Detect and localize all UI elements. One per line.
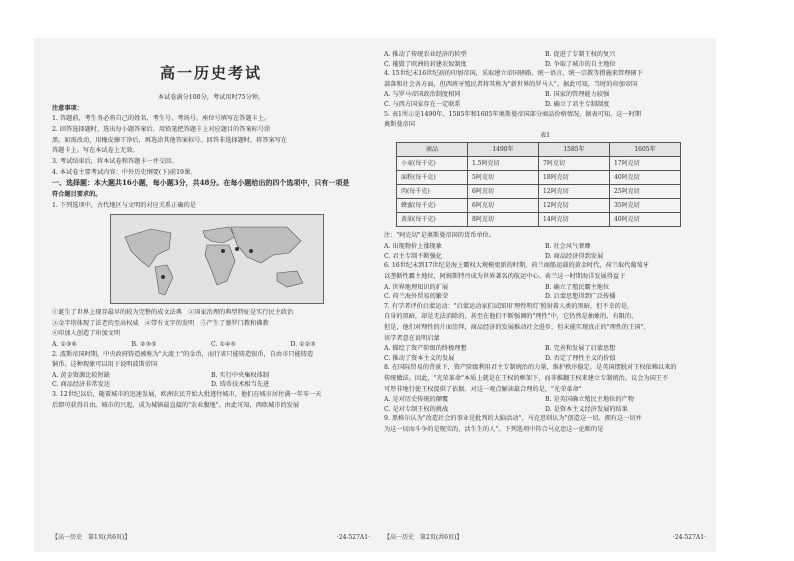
exam-title: 高一历史考试 bbox=[159, 64, 262, 82]
question-8-cont: 可厚非地行使王权提供了依据。对这一观点解读最合理的是，"光荣革命" bbox=[384, 385, 582, 393]
table-cell: 5阿克切 bbox=[468, 171, 539, 185]
option-d: D. 争取了城市的自主地位 bbox=[545, 60, 616, 68]
table-cell: 40阿克切 bbox=[610, 213, 681, 227]
option-c: C. 商品经济非常发达 bbox=[52, 381, 110, 389]
table-cell: 蜂蜜(每千克) bbox=[397, 199, 468, 213]
table-row bbox=[397, 213, 681, 227]
option-a: A. 黄金资源比较短缺 bbox=[52, 371, 110, 379]
option-b: B. ②③⑤ bbox=[131, 341, 157, 349]
question-5-options-row bbox=[384, 252, 706, 262]
table-cell: 25阿克切 bbox=[610, 185, 681, 199]
option-b: B. 完善和发展了启蒙思想 bbox=[545, 345, 616, 353]
page-1-code: ·24-527A1· bbox=[336, 533, 370, 541]
exam-sheet bbox=[34, 38, 716, 552]
table-header-cell: 1605年 bbox=[610, 143, 681, 157]
question-7-cont: 自身的黑暗，却是无法消除的，甚至在他们不断强调的"理性"中，它仍然是抽象的、有限的、 bbox=[384, 313, 638, 321]
notice-line: 1. 答题前，考生务必将自己的姓名、考生号、考场号、座位号填写在答题卡上。 bbox=[52, 115, 271, 123]
section-heading-cont: 符合题目要求的。 bbox=[52, 190, 102, 198]
question-2-cont: 铜币。这种现象可以用于说明波斯帝国 bbox=[52, 361, 158, 369]
option-a: A. 出现物价上涨现象 bbox=[384, 243, 442, 251]
table-header-cell: 1490年 bbox=[468, 143, 539, 157]
question-1-statement: ⑥印加人创造了印加文明 bbox=[52, 330, 121, 338]
notice-line: 3. 考试结束后，将本试卷和答题卡一并交回。 bbox=[52, 157, 178, 165]
question-9: 9. 黑格尔认为"改造社会的事业是批判的大脑活动"，马克思则认为"创造这一切、拥有这一切并 bbox=[384, 415, 642, 423]
option-b: B. 国家的管理能力较强 bbox=[545, 91, 610, 99]
question-4-cont: 部落和社会各方面，但西班牙殖民者将其称为"新世界的罗马人"。据此可知，当时的印加帝国 bbox=[384, 80, 638, 88]
question-9-cont: 为这一切而斗争的是现实的、活生生的人"。下列选项中符合马克思这一论断的是 bbox=[384, 426, 604, 434]
page-1-footer: 【高一历史 第1页(共6页)】 bbox=[52, 533, 131, 541]
option-b: B. 社会风气奢靡 bbox=[545, 243, 591, 251]
option-b: B. 确立了殖民霸主地位 bbox=[545, 283, 610, 291]
notice-line: 2. 回答选择题时，选出每小题答案后，用铅笔把答题卡上对应题目的答案标号涂 bbox=[52, 126, 271, 134]
option-d: D. 启蒙思想得到广泛传播 bbox=[545, 293, 616, 301]
table-cell: 12阿克切 bbox=[539, 185, 610, 199]
table-cell: 8阿克切 bbox=[468, 213, 539, 227]
table-row bbox=[397, 199, 681, 213]
page-1-column bbox=[52, 38, 370, 552]
option-d: D. 确立了君主专制制度 bbox=[545, 101, 610, 109]
question-7: 7. 有学者评价启蒙运动："启蒙运动家们试图用'理性明灯'照射着人类的黑暗，但不幸的是， bbox=[384, 302, 634, 310]
option-c: C. 君主专制不断强化 bbox=[384, 252, 442, 260]
option-c: C. 摧毁了欧洲的封建农奴制度 bbox=[384, 60, 467, 68]
question-5: 5. 表1所示是1490年、1585年和1605年奥斯曼帝国部分商品价格情况。据表可知，这一时期 bbox=[384, 110, 642, 118]
question-4: 4. 15世纪末16世纪初的印加帝国，采取建立帝国驿路、统一语言、统一宗教等措施来管理辖下 bbox=[384, 70, 643, 78]
question-6-options-row bbox=[384, 292, 706, 302]
option-a: A. 世界地理知识的扩展 bbox=[384, 283, 449, 291]
page-2-footer: 【高一历史 第2页(共6页)】 bbox=[384, 533, 463, 541]
option-d: D. 铸币技术相当先进 bbox=[211, 381, 270, 389]
table-note: 注："阿克切"是奥斯曼帝国的货币单位。 bbox=[384, 232, 495, 240]
option-c: C. ①④⑤ bbox=[211, 341, 237, 349]
table-cell: 35阿克切 bbox=[610, 199, 681, 213]
table-cell: 14阿克切 bbox=[539, 213, 610, 227]
notice-line: 答题卡上。写在本试卷上无效。 bbox=[52, 147, 139, 155]
table-cell: 7阿克切 bbox=[539, 157, 610, 171]
question-4-options-row bbox=[384, 90, 706, 100]
option-c: C. 荷兰海外贸易的繁荣 bbox=[384, 293, 449, 301]
option-a: A. 推动了传统农业经济的转型 bbox=[384, 51, 467, 58]
question-3-options-row bbox=[384, 60, 706, 70]
table-cell: 黄油(每千克) bbox=[397, 213, 468, 227]
question-6-options-row bbox=[384, 283, 706, 293]
table-row bbox=[397, 157, 681, 171]
table-cell: 40阿克切 bbox=[610, 171, 681, 185]
option-c: C. 与西方国家存在一定联系 bbox=[384, 101, 461, 109]
option-a: A. 是对历史传统的颠覆 bbox=[384, 396, 449, 404]
question-2-options-row bbox=[52, 380, 370, 390]
table-cell: 6阿克切 bbox=[468, 185, 539, 199]
question-2-options-row bbox=[52, 371, 370, 381]
question-6: 6. 16世纪末到17世纪是海上霸权大规模更新的时期，荷兰商船运载的黄金时代，荷兰取代葡萄牙 bbox=[384, 262, 649, 270]
page-2-code: ·24-527A1· bbox=[672, 533, 706, 541]
option-d: D. 商品经济得到发展 bbox=[545, 252, 604, 260]
question-8: 8. 在国际贸易的背景下，资产阶级利用君主专制统治的力量，维护秩序稳定，是英国摆脱对王权依赖以来的 bbox=[384, 364, 677, 372]
question-3-options-row bbox=[384, 50, 706, 60]
world-map-figure bbox=[110, 214, 324, 304]
table-cell: 17阿克切 bbox=[610, 157, 681, 171]
table-row bbox=[397, 171, 681, 185]
option-a: A. ①③⑥ bbox=[52, 341, 78, 349]
table-header-cell: 商品 bbox=[397, 143, 468, 157]
question-3: 3. 12世纪以后，随着城市的迅速发展，欧洲农民开始大批逃往城市，他们在城市居住满一年零一天 bbox=[52, 391, 322, 399]
option-b: B. 是英国确立殖民主地位的产物 bbox=[545, 396, 634, 404]
question-1-statement: ③金字塔体现了法老的至高权威 ④带有文字的发明 ⑤产生了婆罗门教和佛教 bbox=[52, 319, 269, 327]
question-7-cont: 但是，他们对理性的片面崇拜，商品经济的发展推动社会进步，但未能实现真正的"理性的王国"。 bbox=[384, 323, 650, 331]
question-3-cont: 后即可获得自由。城市的兴起，成为城镇最直接的"农业腹地"。由此可知，西欧城市的发展 bbox=[52, 401, 300, 409]
notice-line: 黑。如需改动，用橡皮擦干净后，再选涂其他答案标号。回答非选择题时，将答案写在 bbox=[52, 136, 288, 144]
question-2: 2. 波斯帝国时期，中央政府铸造被称为"大流士"的金币，而行省只能铸造银币，自由市只能铸造 bbox=[52, 350, 314, 358]
table-caption: 表1 bbox=[539, 131, 551, 139]
option-a: A. 描绘了资产阶级的终极理想 bbox=[384, 345, 467, 353]
section-heading: 一、选择题：本大题共16小题，每小题3分，共48分。在每小题给出的四个选项中，只有一项是 bbox=[52, 178, 350, 188]
option-c: C. 是对专制王权的挑战 bbox=[384, 405, 449, 413]
exam-subtitle: 本试卷满分100分，考试用时75分钟。 bbox=[157, 94, 265, 102]
question-8-cont: 传统做法。因此，"光荣革命"本质上就是在王权的框架下，而非推翻王权来建立专制统治。议会为国王不 bbox=[384, 375, 669, 383]
price-table bbox=[396, 142, 681, 227]
table-row bbox=[397, 185, 681, 199]
table-header-cell: 1585年 bbox=[539, 143, 610, 157]
question-6-cont: 以垄断性霸主地位，阿姆斯特丹成为世界著名的航运中心。荷兰这一时期海洋发展得益于 bbox=[384, 272, 626, 280]
question-7-options-row bbox=[384, 344, 706, 354]
option-a: A. 与罗马帝国政治制度相同 bbox=[384, 91, 461, 99]
table-cell: 18阿克切 bbox=[539, 171, 610, 185]
table-cell: 小麦(每千克) bbox=[397, 157, 468, 171]
question-8-options-row bbox=[384, 405, 706, 415]
table-header-row bbox=[397, 143, 681, 157]
option-d: D. 是资本主义经济发展的结果 bbox=[545, 405, 628, 413]
question-1-options bbox=[52, 340, 370, 350]
page-2-column bbox=[384, 38, 706, 552]
table-cell: 面粉(每千克) bbox=[397, 171, 468, 185]
world-map-image bbox=[111, 215, 323, 303]
question-1: 1. 下列选项中，古代地区与文明的对应关系正确的是 bbox=[52, 201, 196, 209]
option-b: B. 促进了专制王权的复兴 bbox=[545, 51, 616, 58]
question-8-options-row bbox=[384, 395, 706, 405]
option-d: D. 否定了理性主义的价值 bbox=[545, 354, 616, 362]
table-cell: 12阿克切 bbox=[539, 199, 610, 213]
question-7-options-row bbox=[384, 354, 706, 364]
table-cell: 肉(每千克) bbox=[397, 185, 468, 199]
question-4-options-row bbox=[384, 100, 706, 110]
table-cell: 6阿克切 bbox=[468, 199, 539, 213]
option-d: D. ①②③ bbox=[290, 341, 316, 349]
question-7-cont: 该学者意在说明启蒙 bbox=[384, 334, 440, 342]
notice-line: 4. 本试卷主要考试内容：中外历史纲要(下)前19课。 bbox=[52, 168, 197, 176]
table-cell: 1.5阿克切 bbox=[468, 157, 539, 171]
option-b: B. 实行中央集权体制 bbox=[211, 371, 269, 379]
notice-title: 注意事项： bbox=[52, 104, 83, 112]
question-5-cont: 奥斯曼帝国 bbox=[384, 121, 415, 129]
question-5-options-row bbox=[384, 242, 706, 252]
option-c: C. 推动了资本主义的发展 bbox=[384, 354, 455, 362]
question-1-statement: ①诞生了世界上现存最早的较为完整的成文法典 ②国家治理的典型特征是实行民主政治 bbox=[52, 309, 294, 317]
